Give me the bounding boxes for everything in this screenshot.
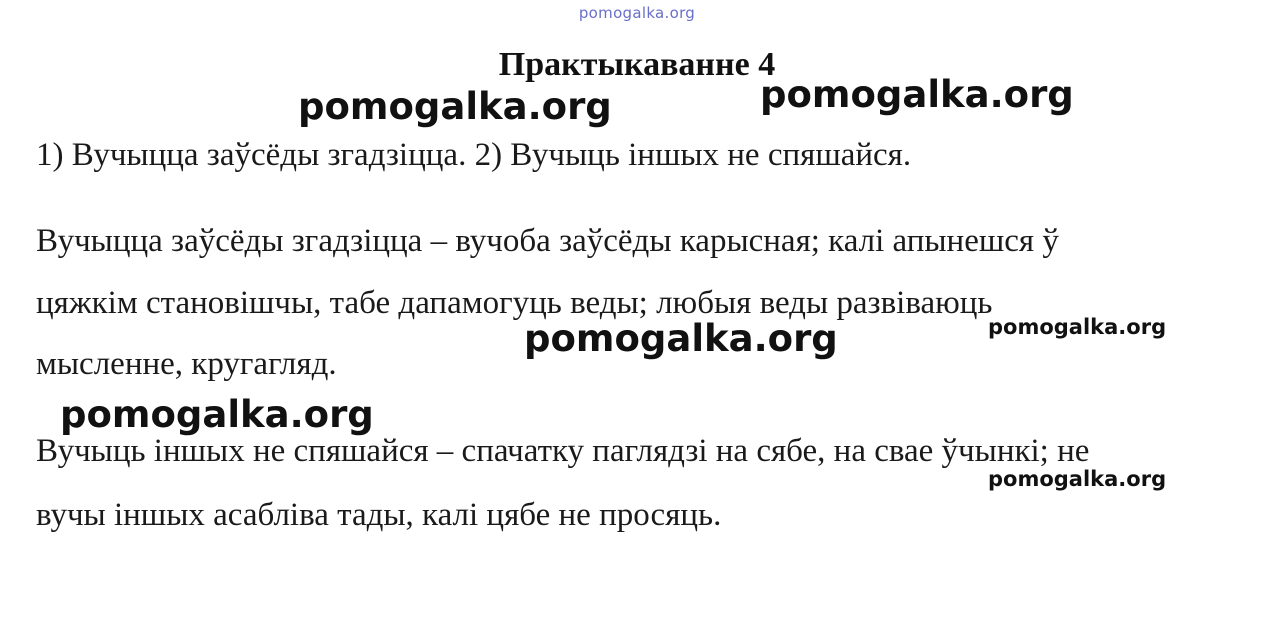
paragraph2-line1: Вучыць іншых не спяшайся – спачатку паглядзі на сябе, на свае ўчынкі; не (36, 433, 1090, 469)
watermark-5: pomogalka.org (988, 315, 1167, 339)
watermark-6: pomogalka.org (988, 467, 1167, 491)
watermark-1: pomogalka.org (298, 85, 612, 128)
watermark-3: pomogalka.org (524, 317, 838, 360)
exercise-title: Практыкаванне 4 (498, 46, 776, 83)
paragraph2-line2: вучы іншых асабліва тады, калі цябе не просяць. (36, 497, 722, 533)
watermark-top: pomogalka.org (578, 4, 696, 22)
watermark-4: pomogalka.org (60, 393, 374, 436)
paragraph1-line2: цяжкім становішчы, табе дапамогуць веды; любыя веды развіваюць (36, 285, 993, 321)
proverbs-line: 1) Вучыцца заўсёды згадзіцца. 2) Вучыць іншых не спяшайся. (36, 137, 912, 173)
watermark-2: pomogalka.org (760, 73, 1074, 116)
paragraph1-line1: Вучыцца заўсёды згадзіцца – вучоба заўсёды карысная; калі апынешся ў (36, 223, 1059, 259)
paragraph1-line3: мысленне, кругагляд. (36, 346, 337, 382)
